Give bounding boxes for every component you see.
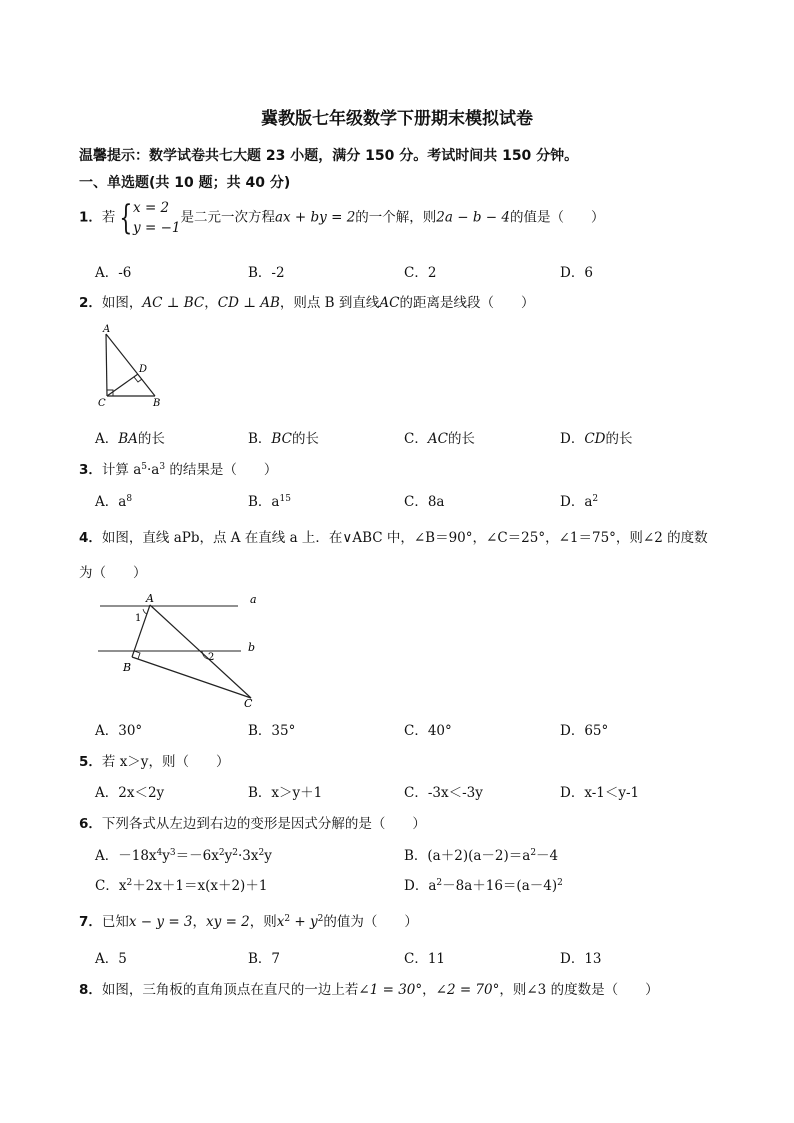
question-3 bbox=[79, 458, 277, 478]
question-text: 如图， bbox=[101, 295, 143, 311]
exponent: 2 bbox=[232, 848, 238, 858]
exam-title: 冀教版七年级数学下册期末模拟试卷 bbox=[261, 109, 533, 129]
option-d[interactable]: D．65° bbox=[560, 723, 609, 739]
exam-tip: 温馨提示：数学试卷共七大题 23 小题，满分 150 分。考试时间共 150 分钟。 bbox=[79, 148, 579, 164]
math-expression: CD bbox=[584, 431, 606, 447]
question-8 bbox=[79, 978, 659, 998]
option-text: －4 bbox=[536, 848, 559, 864]
option-text: C．x bbox=[95, 878, 127, 894]
question-text: ，则点 B 到直线 bbox=[279, 295, 380, 311]
question-text: 下列各式从左边到右边的变形是因式分解的是（ ） bbox=[101, 816, 426, 832]
exponent: 2 bbox=[530, 848, 537, 858]
option-b[interactable] bbox=[404, 844, 558, 864]
exponent: 2 bbox=[284, 914, 291, 924]
question-7 bbox=[79, 910, 418, 930]
option-text: D．a bbox=[560, 494, 593, 510]
option-d[interactable] bbox=[560, 490, 598, 510]
parallel-lines-figure bbox=[95, 588, 270, 710]
option-text: C．8a bbox=[404, 494, 445, 510]
option-d[interactable]: D．x-1＜y-1 bbox=[560, 785, 640, 801]
option-text: 的长 bbox=[291, 431, 319, 447]
option-a[interactable]: A．2x＜2y bbox=[95, 785, 165, 801]
math-expression: AC bbox=[379, 295, 400, 311]
option-c[interactable] bbox=[95, 874, 267, 894]
option-text: A．a bbox=[95, 494, 127, 510]
math-expression: ax + by = 2 bbox=[274, 209, 356, 226]
exponent: 2 bbox=[126, 878, 133, 888]
option-c[interactable]: C．40° bbox=[404, 723, 452, 739]
question-text: 如图，三角板的直角顶点在直尺的一边上若 bbox=[101, 982, 359, 998]
question-text: 若 x＞y，则（ ） bbox=[101, 754, 230, 770]
line-label-b: b bbox=[248, 641, 256, 654]
angle-label-1: 1 bbox=[135, 613, 142, 624]
right-triangle-figure bbox=[95, 322, 175, 412]
question-text: 是二元一次方程 bbox=[180, 209, 275, 226]
vertex-label-d: D bbox=[139, 364, 148, 375]
option-b[interactable]: B．-2 bbox=[248, 265, 285, 281]
question-number: 8． bbox=[79, 982, 102, 998]
math-expression: + y bbox=[290, 914, 318, 930]
question-text: ， bbox=[192, 914, 207, 930]
math-expression: ∠2 = 70° bbox=[435, 982, 500, 998]
option-text: 的长 bbox=[605, 431, 633, 447]
angle-label-2: 2 bbox=[208, 652, 215, 663]
option-text: y bbox=[162, 848, 170, 864]
vertex-label-a: A bbox=[103, 324, 111, 335]
math-expression: BA bbox=[118, 431, 138, 447]
exponent: 3 bbox=[169, 848, 176, 858]
option-text: B．a bbox=[248, 494, 280, 510]
option-letter: C． bbox=[404, 431, 428, 447]
question-6 bbox=[79, 812, 426, 832]
question-number: 6． bbox=[79, 816, 102, 832]
exponent: 4 bbox=[156, 848, 163, 858]
option-a[interactable]: A．-6 bbox=[95, 265, 132, 281]
option-letter: B． bbox=[248, 431, 272, 447]
math-expression: xy = 2 bbox=[206, 914, 250, 930]
option-a[interactable] bbox=[95, 427, 165, 447]
option-b[interactable]: B．x＞y＋1 bbox=[248, 785, 323, 801]
point-label-b: B bbox=[123, 661, 132, 674]
math-expression: CD ⊥ AB bbox=[217, 295, 280, 311]
math-expression: x − y = 3 bbox=[128, 914, 193, 930]
option-text: 的长 bbox=[447, 431, 475, 447]
exponent: 2 bbox=[436, 878, 443, 888]
option-c[interactable] bbox=[404, 490, 444, 510]
exponent: 15 bbox=[279, 494, 291, 504]
exponent: 2 bbox=[218, 848, 225, 858]
option-b[interactable] bbox=[248, 427, 319, 447]
exponent: 2 bbox=[258, 848, 265, 858]
vertex-label-c: C bbox=[98, 398, 106, 409]
equation-system bbox=[133, 198, 180, 238]
exponent: 2 bbox=[317, 914, 324, 924]
question-text: ·a bbox=[146, 462, 160, 478]
option-a[interactable]: A．30° bbox=[95, 723, 143, 739]
vertex-label-b: B bbox=[153, 398, 161, 409]
line-label-a: a bbox=[250, 593, 257, 606]
option-letter: D． bbox=[560, 431, 585, 447]
math-expression: x bbox=[276, 914, 285, 930]
option-text: A．－18x bbox=[95, 848, 157, 864]
question-text: 的一个解，则 bbox=[355, 209, 437, 226]
exponent: 3 bbox=[159, 462, 166, 472]
math-expression: BC bbox=[271, 431, 292, 447]
option-d[interactable]: D．13 bbox=[560, 951, 602, 967]
question-text: ，则∠3 的度数是（ ） bbox=[499, 982, 659, 998]
option-b[interactable]: B．35° bbox=[248, 723, 296, 739]
option-a[interactable] bbox=[95, 844, 272, 864]
point-label-a: A bbox=[146, 592, 154, 605]
exponent: 2 bbox=[557, 878, 563, 888]
question-number: 1． bbox=[79, 209, 102, 226]
option-c[interactable]: C．-3x＜-3y bbox=[404, 785, 483, 801]
brace-icon: { bbox=[119, 198, 133, 238]
option-text: 的长 bbox=[137, 431, 165, 447]
question-4 bbox=[79, 526, 708, 546]
option-d[interactable] bbox=[560, 427, 632, 447]
section-heading: 一、单选题(共 10 题；共 40 分) bbox=[79, 175, 291, 191]
option-letter: A． bbox=[95, 431, 119, 447]
option-text: ·3x bbox=[237, 848, 259, 864]
exponent: 5 bbox=[141, 462, 147, 472]
question-5 bbox=[79, 750, 229, 770]
option-c[interactable]: C．11 bbox=[404, 951, 446, 967]
option-text: ＝－6x bbox=[175, 848, 219, 864]
option-b[interactable]: B．7 bbox=[248, 951, 281, 967]
question-text: 的距离是线段（ ） bbox=[399, 295, 535, 311]
question-text: 若 bbox=[101, 209, 116, 226]
point-label-c: C bbox=[244, 697, 253, 710]
question-2 bbox=[79, 291, 534, 311]
question-4-continued: 为（ ） bbox=[79, 565, 147, 581]
option-text: D．a bbox=[404, 878, 437, 894]
math-expression: AC ⊥ BC bbox=[142, 295, 205, 311]
exponent: 2 bbox=[592, 494, 599, 504]
question-number: 2． bbox=[79, 295, 102, 311]
question-number: 4． bbox=[79, 530, 102, 546]
math-expression: AC bbox=[427, 431, 448, 447]
question-text: ， bbox=[422, 982, 436, 998]
option-b[interactable] bbox=[248, 490, 291, 510]
question-text: ， bbox=[204, 295, 218, 311]
question-text: 的值为（ ） bbox=[323, 914, 418, 930]
question-text: 如图，直线 aPb，点 A 在直线 a 上．在∨ABC 中，∠B＝90°，∠C＝25°，∠1＝75°，则∠2 的度数 bbox=[101, 530, 708, 546]
exponent: 8 bbox=[126, 494, 133, 504]
question-text: 已知 bbox=[101, 914, 129, 930]
option-text: y bbox=[264, 848, 272, 864]
question-number: 7． bbox=[79, 914, 102, 930]
option-c[interactable] bbox=[404, 427, 475, 447]
question-number: 3． bbox=[79, 462, 102, 478]
math-expression: ∠1 = 30° bbox=[358, 982, 423, 998]
question-text: 的值是（ ） bbox=[509, 209, 605, 226]
question-text: ，则 bbox=[249, 914, 277, 930]
option-c[interactable]: C．2 bbox=[404, 265, 437, 281]
option-text: ＋2x＋1＝x(x＋2)＋1 bbox=[132, 878, 268, 894]
option-text: －8a＋16＝(a－4) bbox=[442, 878, 558, 894]
question-text: 计算 a bbox=[101, 462, 142, 478]
option-d[interactable]: D．6 bbox=[560, 265, 593, 281]
question-1 bbox=[79, 198, 604, 238]
math-expression: 2a − b − 4 bbox=[436, 209, 510, 226]
question-number: 5． bbox=[79, 754, 102, 770]
option-a[interactable] bbox=[95, 490, 132, 510]
question-text: 的结果是（ ） bbox=[165, 462, 278, 478]
option-text: y bbox=[224, 848, 233, 864]
system-line-1: x = 2 bbox=[133, 200, 170, 216]
option-d[interactable] bbox=[404, 874, 563, 894]
option-a[interactable]: A．5 bbox=[95, 951, 127, 967]
option-text: B．(a＋2)(a－2)＝a bbox=[404, 848, 531, 864]
system-line-2: y = −1 bbox=[133, 220, 181, 236]
